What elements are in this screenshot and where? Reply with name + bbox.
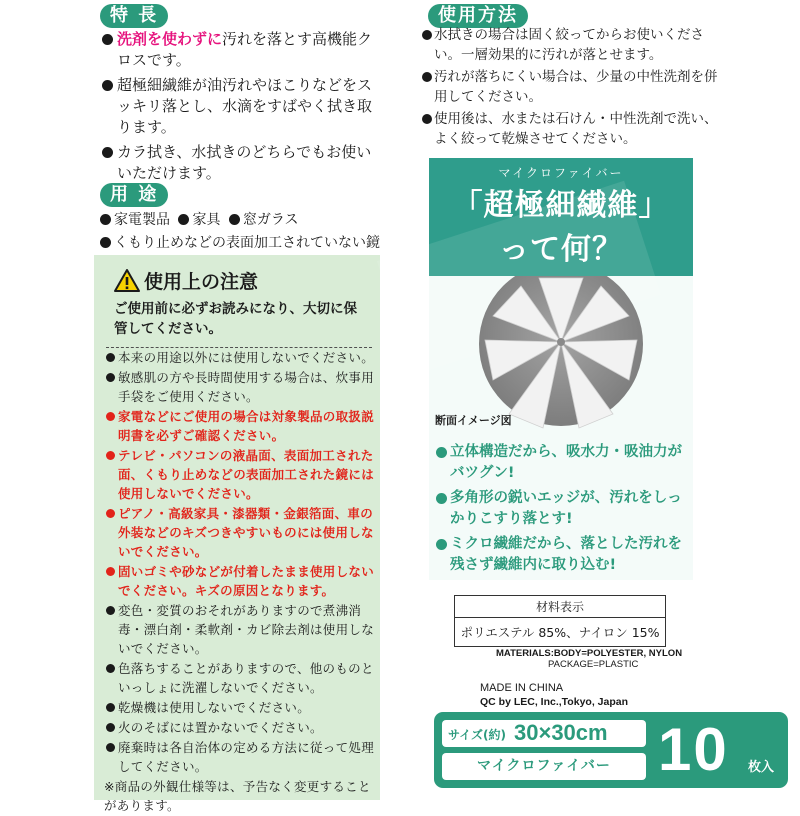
caution-heading (114, 267, 258, 294)
materials-value: ポリエステル 85%、ナイロン 15% (460, 625, 660, 640)
microfiber-panel (429, 158, 693, 580)
caution-item: 変色・変質のおそれがありますので煮沸消毒・漂白剤・柔軟剤・カビ除去剤は使用しないでください。 (104, 601, 376, 658)
size-label: サイズ(約) (448, 728, 507, 742)
caution-item: ※商品の外観仕様等は、予告なく変更することがあります。 (104, 779, 371, 813)
cross-section-caption: 断面イメージ図 (435, 414, 512, 427)
size-value: 30×30cm (514, 720, 608, 745)
caution-item: 敏感肌の方や長時間使用する場合は、炊事用手袋をご使用ください。 (104, 368, 376, 406)
made-in-text: MADE IN CHINA (480, 682, 564, 694)
use-item: くもり止めなどの表面加工されていない鏡 (100, 233, 380, 253)
caution-item: 家電などにご使用の場合は対象製品の取扱説明書を必ずご確認ください。 (104, 407, 376, 445)
list-item: 使用後は、水または石けん・中性洗剤で洗い、よく絞って乾燥させてください。 (420, 109, 720, 149)
microfiber-title-2: って何？ (499, 232, 623, 267)
feature-text: 汚れを落とす高機能クロスです。 (117, 30, 373, 69)
use-item: 家具 (178, 210, 220, 230)
caution-box (94, 255, 380, 813)
caution-item: 火のそばには置かないでください。 (104, 718, 376, 737)
microfiber-subtitle: マイクロファイバー (498, 166, 624, 180)
feature-text: カラ拭き、水拭きのどちらでもお使いいただけます。 (117, 143, 372, 182)
features-tab: 特 長 (100, 4, 168, 28)
caution-item: 本来の用途以外には使用しないでください。 (104, 348, 376, 367)
list-item: ミクロ繊維だから、落とした汚れを残さず繊維内に取り込む! (435, 534, 693, 576)
caution-item: テレビ・パソコンの液晶面、表面加工された面、くもり止めなどの表面加工された鏡には使用しないでください。 (104, 446, 376, 503)
list-item: 多角形の鋭いエッジが、汚れをしっかりこすり落とす! (435, 488, 693, 530)
list-item: 水拭きの場合は固く絞ってからお使いください。一層効果的に汚れが落とせます。 (420, 25, 720, 65)
caution-item: 乾燥機は使用しないでください。 (104, 698, 376, 717)
caution-intro: ご使用前に必ずお読みになり、大切に保管してください。 (114, 301, 357, 337)
list-item: 立体構造だから、吸水力・吸油力がバツグン! (435, 442, 693, 484)
count-number: 10 (658, 716, 729, 783)
count-unit: 枚入 (748, 760, 775, 775)
microfiber-title: 「超極細繊維」 (452, 188, 670, 223)
company-text: QC by LEC, Inc.,Tokyo, Japan (480, 696, 628, 708)
materials-header: 材料表示 (455, 596, 665, 618)
list-item (100, 142, 380, 184)
caution-list (104, 348, 376, 816)
feature-lead: 洗剤を使わずに (117, 30, 223, 48)
uses-row (100, 210, 303, 230)
uses-tab: 用 途 (100, 183, 168, 207)
caution-item: 廃棄時は各自治体の定める方法に従って処理してください。 (104, 738, 376, 776)
caution-item: 色落ちすることがありますので、他のものといっしょに洗濯しないでください。 (104, 659, 376, 697)
product-name: マイクロファイバー (442, 753, 646, 780)
materials-table (454, 595, 666, 647)
usage-list (420, 25, 720, 151)
benefits-list (435, 442, 693, 580)
uses-row-extra (100, 233, 384, 253)
list-item (100, 75, 380, 138)
size-count-badge (434, 712, 788, 788)
caution-item: 固いゴミや砂などが付着したまま使用しないでください。キズの原因となります。 (104, 562, 376, 600)
features-list (100, 29, 380, 188)
materials-en-line-1: MATERIALS:BODY=POLYESTER, NYLON (496, 648, 683, 659)
list-item: 汚れが落ちにくい場合は、少量の中性洗剤を併用してください。 (420, 67, 720, 107)
use-item: 窓ガラス (229, 210, 299, 230)
use-item: 家電製品 (100, 210, 170, 230)
size-box (442, 720, 646, 747)
materials-en-line-2: PACKAGE=PLASTIC (548, 659, 639, 670)
list-item (100, 29, 380, 71)
caution-title: 使用上の注意 (144, 271, 259, 293)
warning-triangle-icon (114, 269, 140, 292)
feature-text: 超極細繊維が油汚れやほこりなどをスッキリ落とし、水滴をすばやく拭き取ります。 (117, 76, 373, 136)
caution-item: ピアノ・高級家具・漆器類・金銀箔面、車の外装などのキズつきやすいものには使用しないでください。 (104, 504, 376, 561)
microfiber-panel-header (429, 158, 693, 276)
usage-tab: 使用方法 (428, 4, 528, 28)
